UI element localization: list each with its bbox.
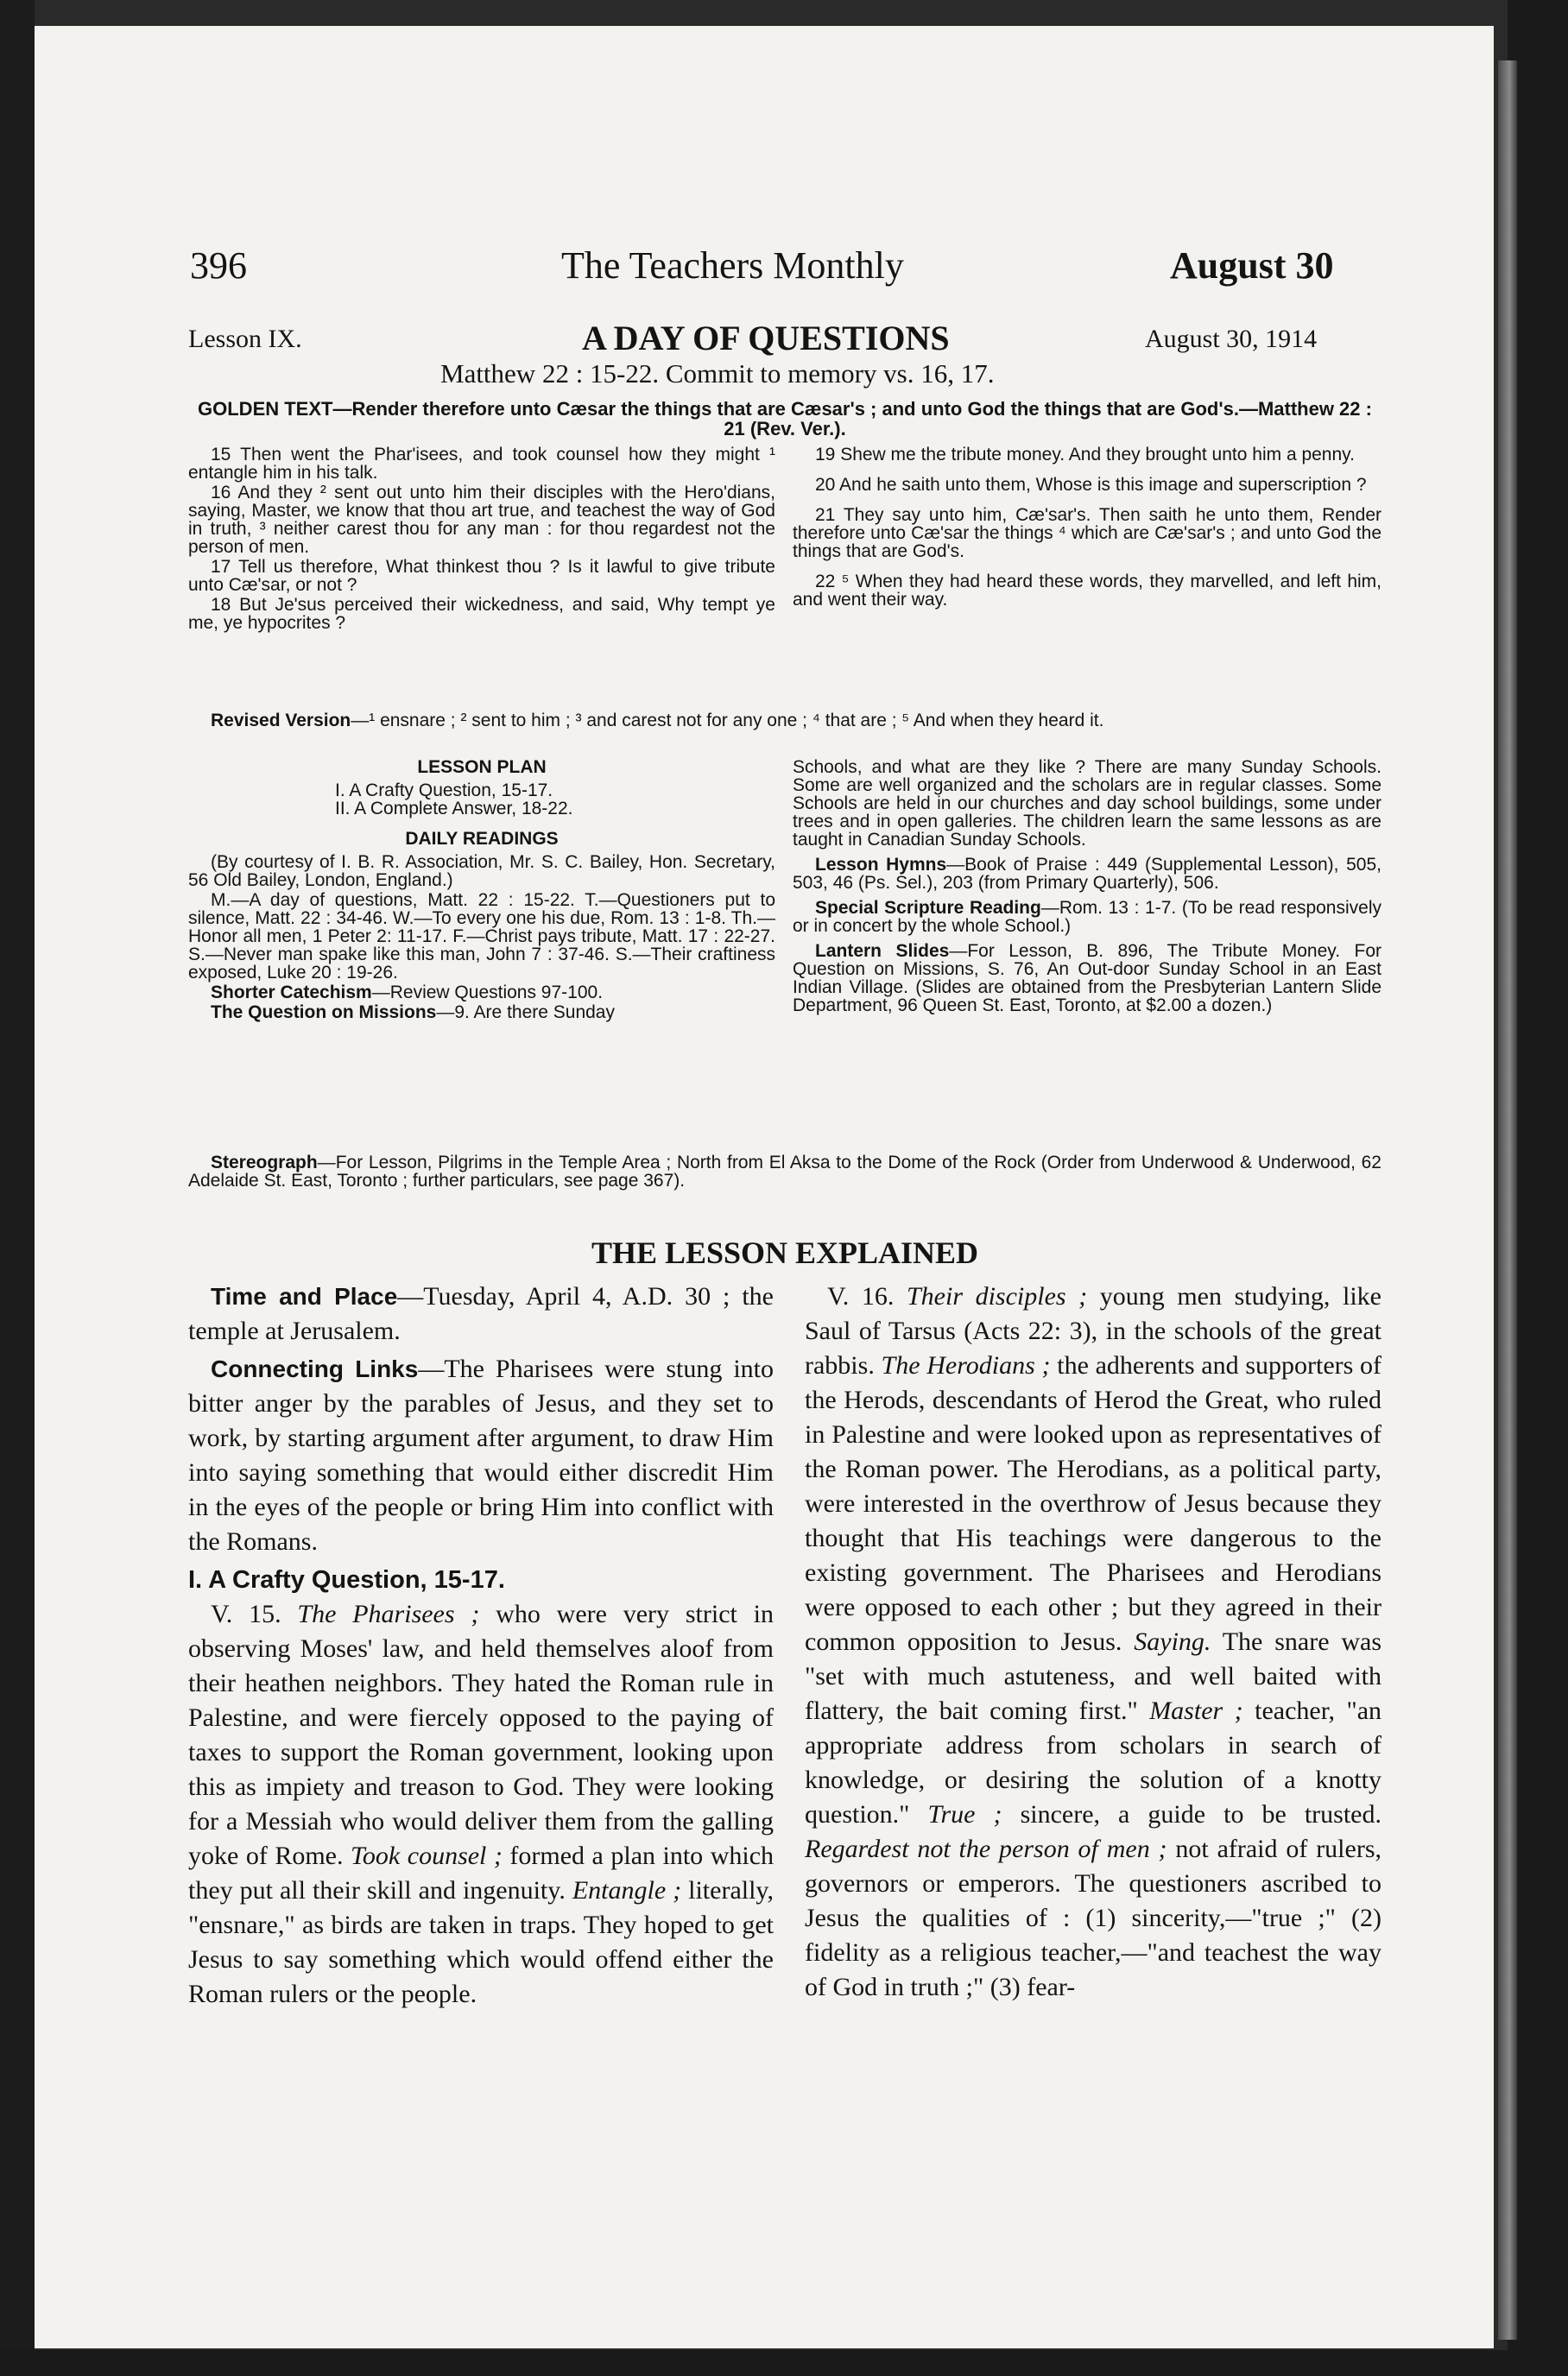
lesson-plan-heading: LESSON PLAN <box>417 757 547 777</box>
v16-term-true: True ; <box>927 1800 1002 1829</box>
lesson-title: A DAY OF QUESTIONS <box>582 319 950 357</box>
verse-22: 22 ⁵ When they had heard these words, they marvelled, and left him, and went their way. <box>793 572 1381 610</box>
page-number: 396 <box>190 244 247 287</box>
lantern-slides <box>793 942 1381 1014</box>
v16-text-6: not afraid of rulers, governors or emperors. The questioners ascribed to Jesus the qualities of : (1) sincerity,—"true ;" (2) fidelity as a religious teacher,—"and teachest the way of God in truth ;" (3) fear- <box>805 1835 1381 2001</box>
v16-term-herodians: The Herodians ; <box>881 1351 1051 1380</box>
special-scripture-reading <box>793 899 1381 935</box>
lesson-hymns <box>793 856 1381 892</box>
daily-readings-heading: DAILY READINGS <box>405 829 559 849</box>
running-date: August 30 <box>1170 244 1334 287</box>
v16-text-3: The snare was "set with much astuteness, and well baited with flattery, the bait coming first." <box>805 1627 1382 1725</box>
body-column-left <box>188 1280 774 2013</box>
shorter-catechism-label: Shorter Catechism <box>211 983 372 1002</box>
special-scripture-text: —Rom. 13 : 1-7. (To be read responsively or in concert by the whole School.) <box>793 898 1381 936</box>
v16-term-saying: Saying. <box>1134 1627 1211 1656</box>
verse-21: 21 They say unto him, Cæ'sar's. Then saith he unto them, Render therefore unto Cæ'sar the things ⁴ which are Cæ'sar's ; and unto God the things that are God's. <box>793 505 1381 561</box>
v16-term-regardest: Regardest not the person of men ; <box>805 1835 1167 1863</box>
lesson-hymns-label: Lesson Hymns <box>815 855 947 875</box>
document-page <box>35 26 1494 2348</box>
v15-term-pharisees: The Pharisees ; <box>297 1600 480 1628</box>
scripture-column-right <box>793 446 1381 610</box>
lesson-hymns-text: —Book of Praise : 449 (Supplemental Lesson), 505, 503, 46 (Ps. Sel.), 203 (from Primary Quarterly), 506. <box>793 855 1381 893</box>
scripture-column-left <box>188 446 775 634</box>
lesson-plan-item-1: I. A Crafty Question, 15-17. <box>335 780 553 800</box>
shorter-catechism <box>188 983 775 1002</box>
running-title: The Teachers Monthly <box>561 244 904 287</box>
verse-20: 20 And he saith unto them, Whose is this image and superscription ? <box>815 475 1367 495</box>
golden-text-body: —Render therefore unto Cæsar the things that are Cæsar's ; and unto God the things that are God's.—Matthew 22 : 21 (Rev. Ver.). <box>332 398 1372 439</box>
scripture-reference: Matthew 22 : 15-22. Commit to memory vs. 16, 17. <box>440 358 995 389</box>
v16-text-1: young men studying, like Saul of Tarsus (Acts 22: 3), in the schools of the great rabbis. <box>805 1282 1381 1380</box>
lantern-slides-text: —For Lesson, B. 896, The Tribute Money. For Question on Missions, S. 76, An Out-door Sunday School in an East Indian Village. (Slides are obtained from the Presbyterian Lantern Slide Department, 96 Queen St. East, Toronto, at $2.00 a dozen.) <box>793 941 1381 1015</box>
connecting-links-text: —The Pharisees were stung into bitter anger by the parables of Jesus, and they set to work, by starting argument after argument, to draw Him into saying something that would either discredit Him in the eyes of the people or bring Him into conflict with the Romans. <box>188 1355 774 1556</box>
lantern-slides-label: Lantern Slides <box>815 941 950 961</box>
stereograph <box>188 1153 1381 1190</box>
verse-16-commentary <box>805 1280 1381 2005</box>
question-on-missions-label: The Question on Missions <box>211 1002 437 1022</box>
body-column-right <box>805 1280 1381 2006</box>
v16-text-2: the adherents and supporters of the Herods, descendants of Herod the Great, who ruled in Palestine and were looked upon as representatives of the Roman power. The Herodians, as a political party, were interested in the overthrow of Jesus because they thought that His teachings were dangerous to the existing government. The Pharisees and Herodians were opposed to each other ; but they agreed in their common opposition to Jesus. <box>805 1351 1381 1656</box>
shorter-catechism-text: —Review Questions 97-100. <box>371 983 604 1002</box>
time-and-place-text: —Tuesday, April 4, A.D. 30 ; the temple at Jerusalem. <box>188 1282 774 1345</box>
section-heading-crafty-question: I. A Crafty Question, 15-17. <box>188 1566 505 1594</box>
question-on-missions <box>188 1003 775 1021</box>
v15-text-2: formed a plan into which they put all their skill and ingenuity. <box>188 1842 775 1905</box>
v16-ref: V. 16. <box>827 1282 895 1311</box>
question-on-missions-continued: Schools, and what are they like ? There are many Sunday Schools. Some are well organized and the scholars are in regular classes. Some Schools are held in our churches and day school buildings, some under trees and in open galleries. The children learn the same lessons as are taught in Canadian Sunday Schools. <box>793 757 1381 850</box>
connecting-links-label: Connecting Links <box>211 1355 419 1382</box>
lesson-date: August 30, 1914 <box>1145 325 1318 353</box>
verse-15: 15 Then went the Phar'isees, and took counsel how they might ¹ entangle him in his talk. <box>188 445 775 483</box>
verse-18: 18 But Je'sus perceived their wickedness, and said, Why tempt ye me, ye hypocrites ? <box>188 595 775 633</box>
verse-19: 19 Shew me the tribute money. And they brought unto him a penny. <box>815 445 1355 464</box>
revised-version-text: —¹ ensnare ; ² sent to him ; ³ and carest not for any one ; ⁴ that are ; ⁵ And when they heard it. <box>351 711 1104 730</box>
time-and-place-label: Time and Place <box>211 1283 398 1310</box>
stereograph-text: —For Lesson, Pilgrims in the Temple Area ; North from El Aksa to the Dome of the Rock (Order from Underwood & Underwood, 62 Adelaide St. East, Toronto ; further particulars, see page 367). <box>188 1153 1381 1191</box>
lesson-number: Lesson IX. <box>188 325 302 353</box>
lesson-explained-heading: THE LESSON EXPLAINED <box>591 1235 979 1270</box>
revised-version <box>188 711 1381 730</box>
v15-term-took-counsel: Took counsel ; <box>351 1842 503 1870</box>
golden-text-label: GOLDEN TEXT <box>198 398 333 420</box>
question-on-missions-text: —9. Are there Sunday <box>436 1002 615 1022</box>
v16-term-master: Master ; <box>1149 1697 1243 1725</box>
v16-text-4: teacher, "an appropriate address from scholars in search of knowledge, or desiring the solution of a knotty question." <box>805 1697 1382 1829</box>
connecting-links <box>188 1352 774 1559</box>
v16-term-disciples: Their disciples ; <box>906 1282 1088 1311</box>
lesson-plan-item-2: II. A Complete Answer, 18-22. <box>335 799 573 818</box>
scan-border-left <box>0 0 35 2376</box>
aux-column-left <box>188 758 775 1023</box>
time-and-place <box>188 1280 774 1349</box>
book-spine-edge <box>1498 60 1517 2340</box>
v15-term-entangle: Entangle ; <box>572 1876 682 1905</box>
verse-17: 17 Tell us therefore, What thinkest thou ? Is it lawful to give tribute unto Cæ'sar, or not ? <box>188 557 775 595</box>
v15-text-1: who were very strict in observing Moses' law, and held themselves aloof from their heathen neighbors. They hated the Roman rule in Palestine, and were fiercely opposed to the paying of taxes to support the Roman government, looking upon this as impiety and treason to God. They were looking for a Messiah who would deliver them from the galling yoke of Rome. <box>188 1600 774 1870</box>
verse-16: 16 And they ² sent out unto him their disciples with the Hero'dians, saying, Master, we know that thou art true, and teachest the way of God in truth, ³ neither carest thou for any man : for thou regardest not the person of men. <box>188 483 775 557</box>
golden-text <box>188 399 1381 439</box>
stereograph-label: Stereograph <box>211 1153 318 1172</box>
v16-text-5: sincere, a guide to be trusted. <box>1020 1800 1381 1829</box>
scan-border-bottom <box>0 2350 1568 2376</box>
daily-readings-list: M.—A day of questions, Matt. 22 : 15-22. T.—Questioners put to silence, Matt. 22 : 34-46. W.—To every one his due, Rom. 13 : 1-8. Th.—Honor all men, 1 Peter 2: 11-17. F.—Christ pays tribute, Matt. 17 : 22-27. S.—Never man spake like this man, John 7 : 37-46. S.—Their craftiness exposed, Luke 20 : 19-26. <box>188 890 775 983</box>
verse-15-commentary <box>188 1597 774 2012</box>
v15-text-3: literally, "ensnare," as birds are taken in traps. They hoped to get Jesus to say something which would offend either the Roman rulers or the people. <box>188 1876 774 2008</box>
v15-ref: V. 15. <box>211 1600 281 1628</box>
aux-column-right <box>793 758 1381 1016</box>
special-scripture-label: Special Scripture Reading <box>815 898 1041 918</box>
revised-version-label: Revised Version <box>211 711 351 730</box>
daily-readings-courtesy: (By courtesy of I. B. R. Association, Mr. S. C. Bailey, Hon. Secretary, 56 Old Bailey, London, England.) <box>188 852 775 890</box>
